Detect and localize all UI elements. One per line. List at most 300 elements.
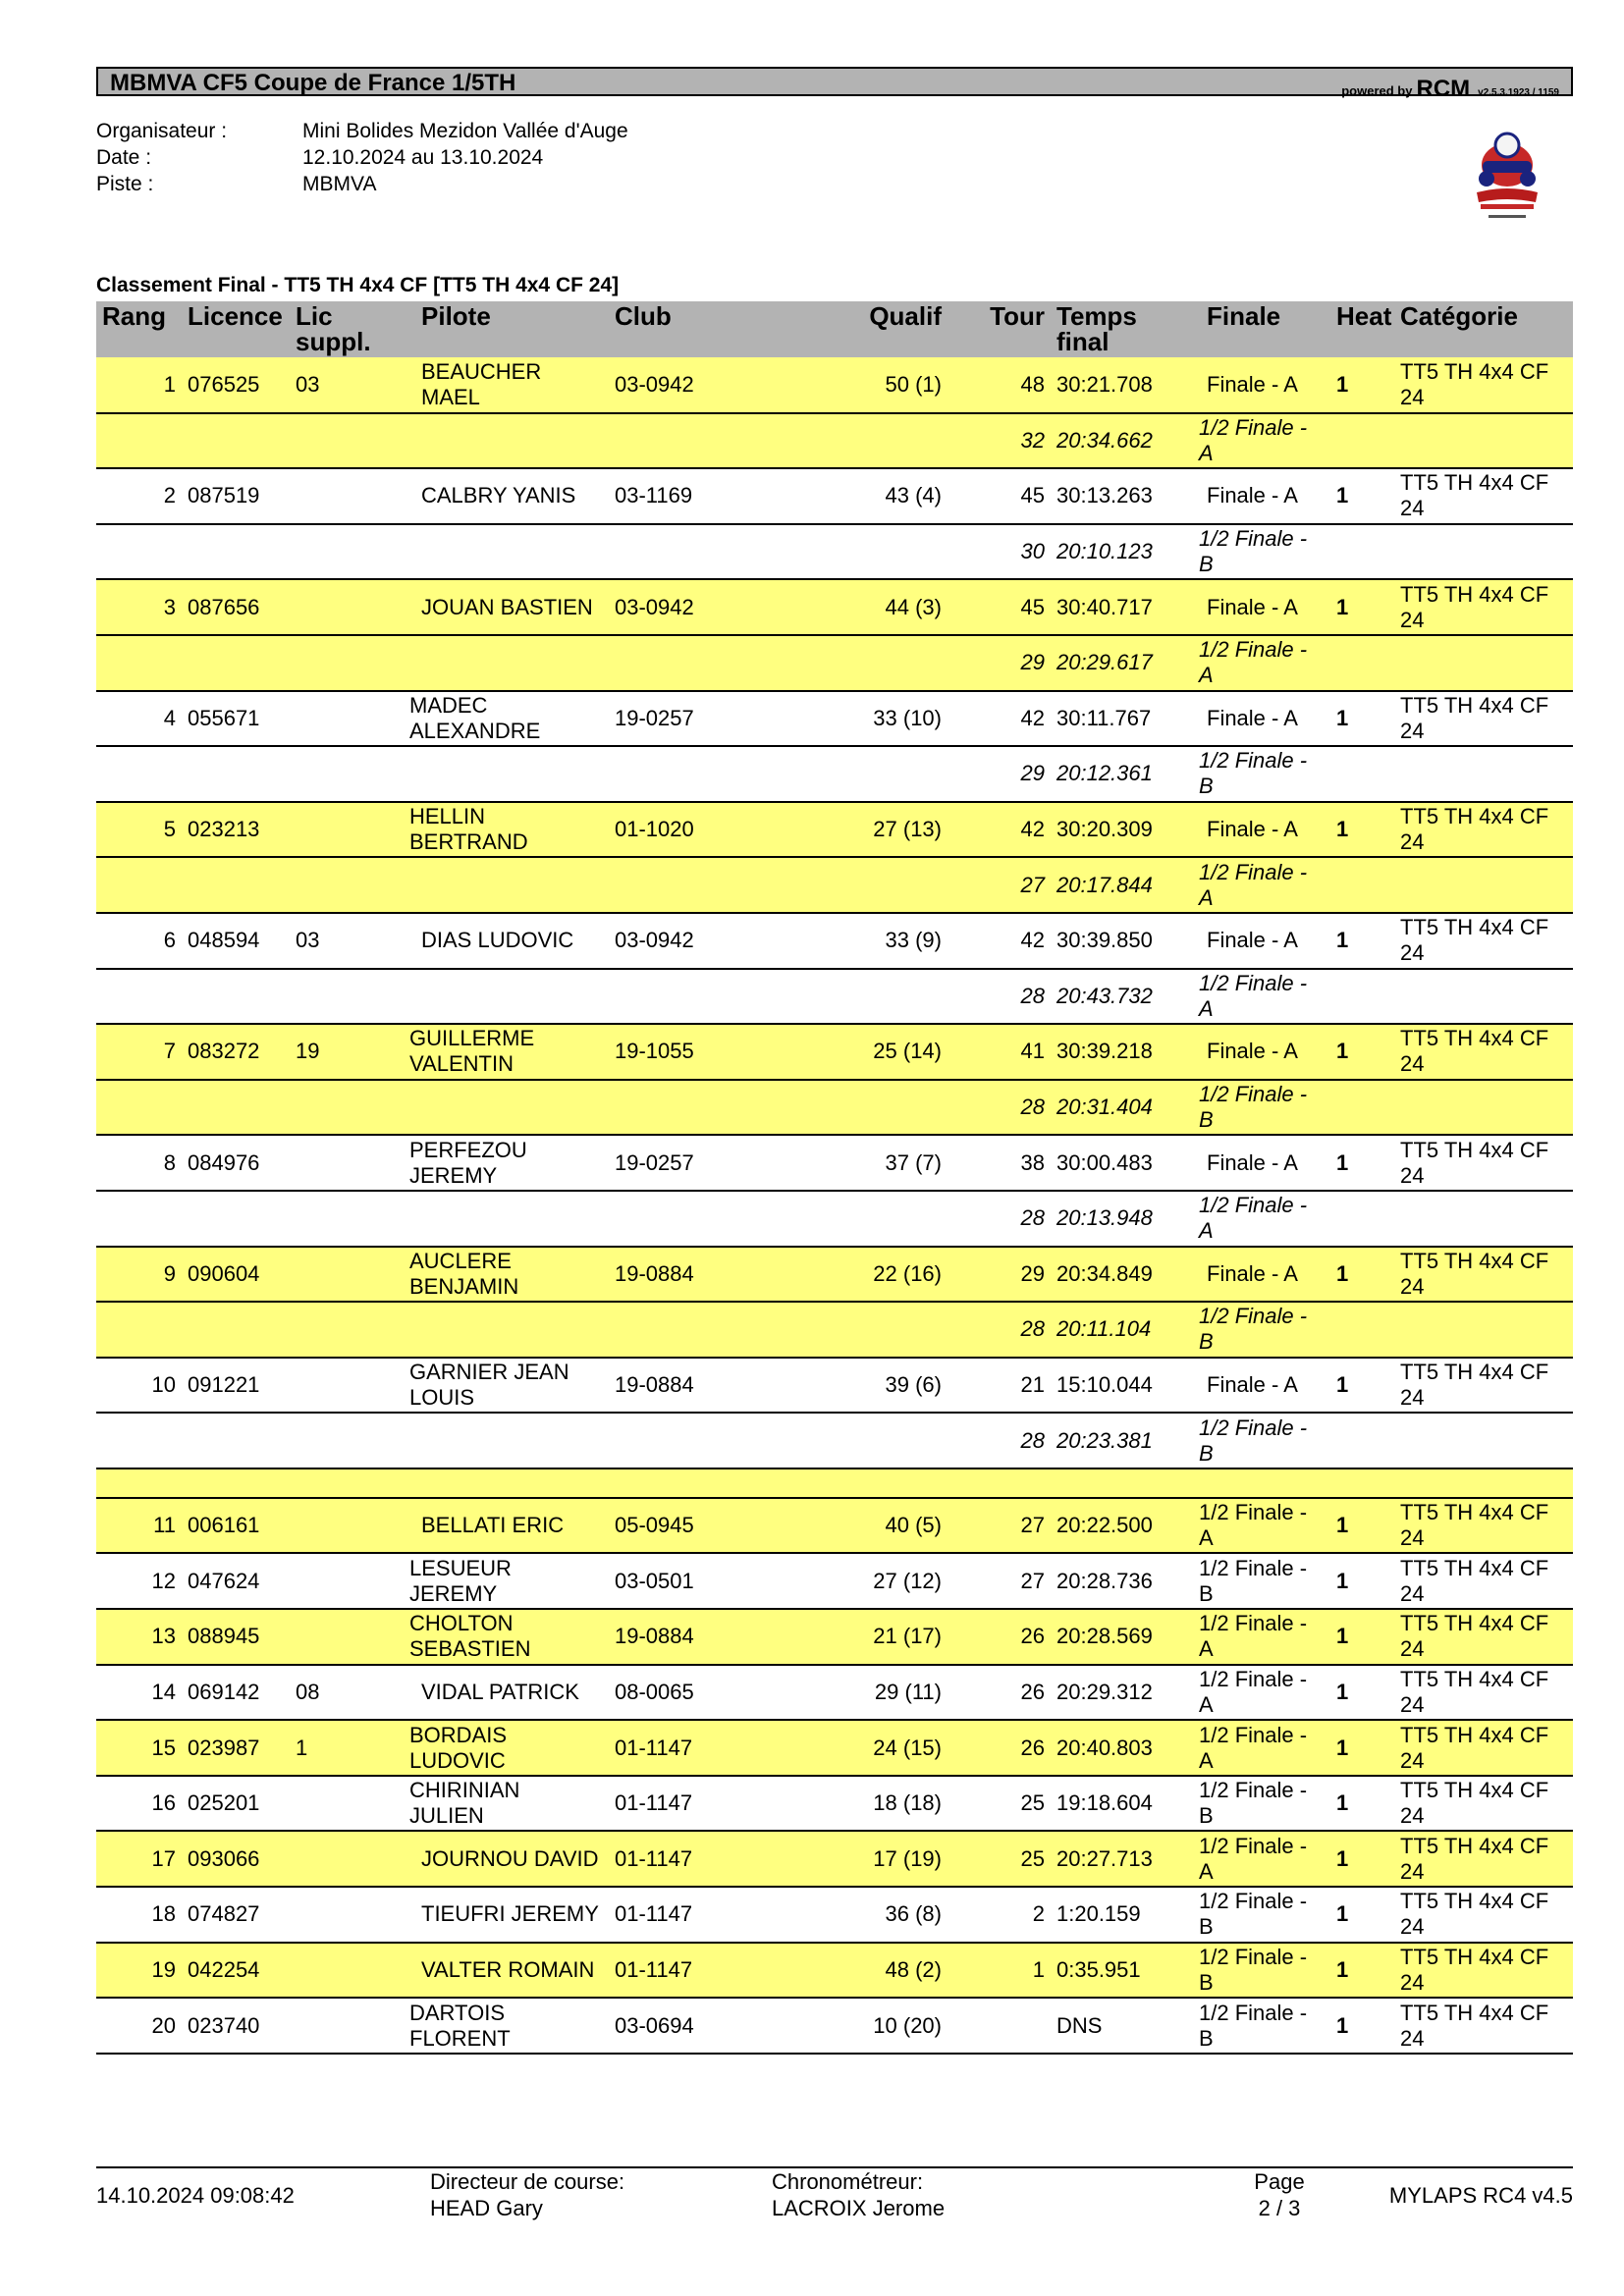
extra-licence-cell: 08: [290, 1665, 398, 1721]
pilot-cell: LESUEUR JEREMY: [398, 1553, 609, 1609]
empty-cell: [96, 635, 182, 691]
semi-time-cell: 20:17.844: [1051, 857, 1193, 913]
licence-cell: 090604: [182, 1247, 290, 1303]
empty-cell: [182, 969, 290, 1025]
print-timestamp: 14.10.2024 09:08:42: [96, 2183, 295, 2208]
empty-cell: [1394, 969, 1573, 1025]
time-cell: 20:40.803: [1051, 1720, 1193, 1776]
brand-name: RCM: [1416, 76, 1471, 102]
semi-final-cell: 1/2 Finale - A: [1193, 635, 1330, 691]
qualif-cell: 40 (5): [727, 1498, 947, 1554]
col-club: Club: [609, 301, 727, 357]
semi-laps-cell: 27: [947, 857, 1051, 913]
qualif-cell: 18 (18): [727, 1776, 947, 1832]
empty-cell: [727, 969, 947, 1025]
pilot-cell: MADEC ALEXANDRE: [398, 691, 609, 747]
licence-cell: 047624: [182, 1553, 290, 1609]
club-cell: 01-1147: [609, 1720, 727, 1776]
extra-licence-cell: [290, 1776, 398, 1832]
qualif-cell: 22 (16): [727, 1247, 947, 1303]
category-cell: TT5 TH 4x4 CF 24: [1394, 1135, 1573, 1191]
empty-cell: [1394, 1191, 1573, 1247]
footer: [96, 2166, 1573, 2225]
empty-cell: [1394, 1413, 1573, 1468]
final-cell: 1/2 Finale - B: [1193, 1998, 1330, 2054]
pilot-cell: DARTOIS FLORENT: [398, 1998, 609, 2054]
category-cell: TT5 TH 4x4 CF 24: [1394, 468, 1573, 524]
time-cell: 0:35.951: [1051, 1943, 1193, 1999]
semi-final-cell: 1/2 Finale - A: [1193, 969, 1330, 1025]
semi-time-cell: 20:12.361: [1051, 746, 1193, 802]
rank-cell: 4: [96, 691, 182, 747]
time-cell: 20:27.713: [1051, 1831, 1193, 1887]
semi-final-cell: 1/2 Finale - A: [1193, 857, 1330, 913]
event-info: [96, 118, 628, 197]
rank-cell: 1: [96, 357, 182, 413]
category-cell: TT5 TH 4x4 CF 24: [1394, 1247, 1573, 1303]
laps-cell: 26: [947, 1665, 1051, 1721]
final-cell: Finale - A: [1193, 802, 1330, 858]
col-categorie: Catégorie: [1394, 301, 1573, 357]
category-cell: TT5 TH 4x4 CF 24: [1394, 691, 1573, 747]
empty-cell: [727, 635, 947, 691]
empty-cell: [182, 635, 290, 691]
empty-cell: [96, 1080, 182, 1136]
club-cell: 19-0257: [609, 691, 727, 747]
track-label: Piste :: [96, 173, 154, 195]
empty-cell: [609, 746, 727, 802]
licence-cell: 087656: [182, 579, 290, 635]
qualif-cell: 43 (4): [727, 468, 947, 524]
licence-cell: 076525: [182, 357, 290, 413]
time-cell: 20:28.569: [1051, 1609, 1193, 1665]
category-cell: TT5 TH 4x4 CF 24: [1394, 1776, 1573, 1832]
heat-cell: 1: [1330, 1776, 1394, 1832]
extra-licence-cell: [290, 1943, 398, 1999]
extra-licence-cell: 1: [290, 1720, 398, 1776]
empty-cell: [398, 969, 609, 1025]
empty-cell: [182, 413, 290, 469]
semi-laps-cell: 28: [947, 1191, 1051, 1247]
final-cell: 1/2 Finale - B: [1193, 1553, 1330, 1609]
extra-licence-cell: [290, 1247, 398, 1303]
empty-cell: [1394, 635, 1573, 691]
sub-result-row: [96, 969, 1573, 1025]
semi-laps-cell: 28: [947, 1302, 1051, 1358]
extra-licence-cell: 19: [290, 1024, 398, 1080]
powered-by: powered by RCM v2.5.3.1923 / 1159: [1341, 76, 1559, 102]
rank-cell: 6: [96, 913, 182, 969]
extra-licence-cell: [290, 1887, 398, 1943]
sub-result-row: [96, 1302, 1573, 1358]
extra-licence-cell: [290, 468, 398, 524]
qualif-cell: 44 (3): [727, 579, 947, 635]
rank-cell: 20: [96, 1998, 182, 2054]
category-cell: TT5 TH 4x4 CF 24: [1394, 802, 1573, 858]
empty-cell: [96, 413, 182, 469]
empty-cell: [398, 524, 609, 580]
category-cell: TT5 TH 4x4 CF 24: [1394, 1498, 1573, 1554]
empty-cell: [1394, 746, 1573, 802]
version: v2.5.3.1923 / 1159: [1478, 87, 1559, 98]
extra-licence-cell: [290, 1358, 398, 1414]
qualif-cell: 29 (11): [727, 1665, 947, 1721]
rank-cell: 7: [96, 1024, 182, 1080]
empty-cell: [290, 746, 398, 802]
timekeeper: Chronométreur: LACROIX Jerome: [772, 2169, 946, 2220]
final-cell: 1/2 Finale - A: [1193, 1720, 1330, 1776]
empty-cell: [96, 1302, 182, 1358]
semi-final-cell: 1/2 Finale - A: [1193, 1191, 1330, 1247]
category-cell: TT5 TH 4x4 CF 24: [1394, 1609, 1573, 1665]
qualif-cell: 36 (8): [727, 1887, 947, 1943]
empty-cell: [609, 857, 727, 913]
laps-cell: 1: [947, 1943, 1051, 1999]
heat-cell: 1: [1330, 1720, 1394, 1776]
table-row: [96, 1665, 1573, 1721]
semi-time-cell: 20:43.732: [1051, 969, 1193, 1025]
table-row: [96, 1247, 1573, 1303]
qualif-cell: 37 (7): [727, 1135, 947, 1191]
empty-cell: [609, 1413, 727, 1468]
results-table: [96, 301, 1573, 2055]
col-rang: Rang: [96, 301, 182, 357]
empty-cell: [182, 1080, 290, 1136]
semi-time-cell: 20:23.381: [1051, 1413, 1193, 1468]
empty-cell: [398, 1191, 609, 1247]
empty-cell: [1330, 413, 1394, 469]
laps-cell: 25: [947, 1776, 1051, 1832]
empty-cell: [290, 857, 398, 913]
pilot-cell: BEAUCHER MAEL: [398, 357, 609, 413]
empty-cell: [96, 746, 182, 802]
semi-time-cell: 20:34.662: [1051, 413, 1193, 469]
table-row: [96, 1720, 1573, 1776]
laps-cell: 25: [947, 1831, 1051, 1887]
category-cell: TT5 TH 4x4 CF 24: [1394, 1831, 1573, 1887]
final-cell: 1/2 Finale - B: [1193, 1887, 1330, 1943]
category-cell: TT5 TH 4x4 CF 24: [1394, 1998, 1573, 2054]
page-number: Page 2 / 3: [1254, 2169, 1305, 2220]
pilot-cell: HELLIN BERTRAND: [398, 802, 609, 858]
qualif-cell: 21 (17): [727, 1609, 947, 1665]
empty-cell: [1330, 1080, 1394, 1136]
club-cell: 08-0065: [609, 1665, 727, 1721]
category-cell: TT5 TH 4x4 CF 24: [1394, 1720, 1573, 1776]
empty-cell: [609, 413, 727, 469]
rank-cell: 2: [96, 468, 182, 524]
heat-cell: 1: [1330, 1943, 1394, 1999]
organiser-label: Organisateur :: [96, 120, 228, 142]
heat-cell: 1: [1330, 1358, 1394, 1414]
pilot-cell: JOUAN BASTIEN: [398, 579, 609, 635]
empty-cell: [290, 1191, 398, 1247]
empty-cell: [290, 1302, 398, 1358]
sub-result-row: [96, 857, 1573, 913]
heat-cell: 1: [1330, 802, 1394, 858]
heat-cell: 1: [1330, 1665, 1394, 1721]
final-cell: Finale - A: [1193, 1024, 1330, 1080]
time-cell: 1:20.159: [1051, 1887, 1193, 1943]
extra-licence-cell: [290, 1998, 398, 2054]
semi-laps-cell: 28: [947, 969, 1051, 1025]
club-cell: 03-0694: [609, 1998, 727, 2054]
semi-final-cell: 1/2 Finale - B: [1193, 1080, 1330, 1136]
qualif-cell: 39 (6): [727, 1358, 947, 1414]
separator-cell: [96, 1468, 1573, 1498]
final-cell: 1/2 Finale - A: [1193, 1498, 1330, 1554]
semi-final-cell: 1/2 Finale - B: [1193, 746, 1330, 802]
final-cell: Finale - A: [1193, 468, 1330, 524]
empty-cell: [96, 524, 182, 580]
club-cell: 19-0884: [609, 1247, 727, 1303]
time-cell: 19:18.604: [1051, 1776, 1193, 1832]
semi-time-cell: 20:31.404: [1051, 1080, 1193, 1136]
time-cell: 30:11.767: [1051, 691, 1193, 747]
final-cell: 1/2 Finale - A: [1193, 1831, 1330, 1887]
empty-cell: [1330, 635, 1394, 691]
rank-cell: 3: [96, 579, 182, 635]
laps-cell: 42: [947, 691, 1051, 747]
semi-time-cell: 20:29.617: [1051, 635, 1193, 691]
empty-cell: [182, 857, 290, 913]
semi-laps-cell: 28: [947, 1413, 1051, 1468]
club-cell: 03-1169: [609, 468, 727, 524]
heat-cell: 1: [1330, 357, 1394, 413]
empty-cell: [182, 524, 290, 580]
final-cell: 1/2 Finale - A: [1193, 1665, 1330, 1721]
category-cell: TT5 TH 4x4 CF 24: [1394, 913, 1573, 969]
table-row: [96, 1024, 1573, 1080]
table-row: [96, 468, 1573, 524]
rank-cell: 17: [96, 1831, 182, 1887]
qualif-cell: 17 (19): [727, 1831, 947, 1887]
empty-cell: [96, 969, 182, 1025]
club-cell: 03-0942: [609, 579, 727, 635]
pilot-cell: BORDAIS LUDOVIC: [398, 1720, 609, 1776]
heat-cell: 1: [1330, 1609, 1394, 1665]
time-cell: 20:22.500: [1051, 1498, 1193, 1554]
final-cell: Finale - A: [1193, 1358, 1330, 1414]
extra-licence-cell: [290, 1498, 398, 1554]
heat-cell: 1: [1330, 913, 1394, 969]
empty-cell: [727, 413, 947, 469]
semi-final-cell: 1/2 Finale - B: [1193, 1413, 1330, 1468]
empty-cell: [398, 1080, 609, 1136]
laps-cell: 45: [947, 579, 1051, 635]
extra-licence-cell: [290, 1135, 398, 1191]
club-cell: 01-1147: [609, 1943, 727, 1999]
qualif-cell: 48 (2): [727, 1943, 947, 1999]
qualif-cell: 33 (9): [727, 913, 947, 969]
laps-cell: 27: [947, 1498, 1051, 1554]
category-cell: TT5 TH 4x4 CF 24: [1394, 1553, 1573, 1609]
empty-cell: [727, 857, 947, 913]
empty-cell: [727, 746, 947, 802]
empty-cell: [1394, 524, 1573, 580]
club-logo: [1463, 124, 1551, 228]
pilot-cell: TIEUFRI JEREMY: [398, 1887, 609, 1943]
qualif-cell: 27 (12): [727, 1553, 947, 1609]
laps-cell: 2: [947, 1887, 1051, 1943]
table-row: [96, 1553, 1573, 1609]
table-row: [96, 1358, 1573, 1414]
table-row: [96, 691, 1573, 747]
club-cell: 01-1147: [609, 1776, 727, 1832]
sub-result-row: [96, 635, 1573, 691]
semi-time-cell: 20:11.104: [1051, 1302, 1193, 1358]
rank-cell: 16: [96, 1776, 182, 1832]
rank-cell: 9: [96, 1247, 182, 1303]
date-label: Date :: [96, 146, 152, 169]
club-cell: 03-0501: [609, 1553, 727, 1609]
club-cell: 01-1020: [609, 802, 727, 858]
empty-cell: [1330, 524, 1394, 580]
time-cell: 30:39.218: [1051, 1024, 1193, 1080]
report-title: MBMVA CF5 Coupe de France 1/5TH: [110, 70, 516, 96]
time-cell: 30:13.263: [1051, 468, 1193, 524]
empty-cell: [1330, 746, 1394, 802]
final-cell: 1/2 Finale - A: [1193, 1609, 1330, 1665]
empty-cell: [609, 1302, 727, 1358]
category-cell: TT5 TH 4x4 CF 24: [1394, 357, 1573, 413]
heat-cell: 1: [1330, 1135, 1394, 1191]
table-row: [96, 1135, 1573, 1191]
rank-cell: 18: [96, 1887, 182, 1943]
empty-cell: [1394, 857, 1573, 913]
licence-cell: 074827: [182, 1887, 290, 1943]
report-title-bar: [96, 67, 1573, 102]
empty-cell: [1330, 1413, 1394, 1468]
results-body: [96, 357, 1573, 2054]
pilot-cell: GARNIER JEAN LOUIS: [398, 1358, 609, 1414]
extra-licence-cell: 03: [290, 357, 398, 413]
rank-cell: 5: [96, 802, 182, 858]
category-cell: TT5 TH 4x4 CF 24: [1394, 1024, 1573, 1080]
empty-cell: [1330, 969, 1394, 1025]
semi-final-cell: 1/2 Finale - A: [1193, 413, 1330, 469]
time-cell: 30:00.483: [1051, 1135, 1193, 1191]
table-row: [96, 913, 1573, 969]
time-cell: 30:20.309: [1051, 802, 1193, 858]
heat-cell: 1: [1330, 468, 1394, 524]
empty-cell: [398, 746, 609, 802]
laps-cell: 26: [947, 1609, 1051, 1665]
table-row: [96, 802, 1573, 858]
laps-cell: 27: [947, 1553, 1051, 1609]
table-row: [96, 579, 1573, 635]
rank-cell: 12: [96, 1553, 182, 1609]
club-cell: 01-1147: [609, 1831, 727, 1887]
empty-cell: [290, 635, 398, 691]
time-cell: 30:40.717: [1051, 579, 1193, 635]
table-row: [96, 1831, 1573, 1887]
empty-cell: [290, 1413, 398, 1468]
pilot-cell: PERFEZOU JEREMY: [398, 1135, 609, 1191]
laps-cell: 26: [947, 1720, 1051, 1776]
sub-result-row: [96, 746, 1573, 802]
empty-cell: [727, 1080, 947, 1136]
laps-cell: 21: [947, 1358, 1051, 1414]
empty-cell: [398, 413, 609, 469]
section-title: Classement Final - TT5 TH 4x4 CF [TT5 TH 4x4 CF 24]: [96, 274, 620, 296]
empty-cell: [182, 1413, 290, 1468]
final-cell: 1/2 Finale - B: [1193, 1776, 1330, 1832]
semi-laps-cell: 30: [947, 524, 1051, 580]
licence-cell: 006161: [182, 1498, 290, 1554]
laps-cell: 42: [947, 913, 1051, 969]
extra-licence-cell: 03: [290, 913, 398, 969]
sub-result-row: [96, 524, 1573, 580]
empty-cell: [727, 1191, 947, 1247]
group-separator: [96, 1468, 1573, 1498]
licence-cell: 025201: [182, 1776, 290, 1832]
time-cell: 30:21.708: [1051, 357, 1193, 413]
qualif-cell: 25 (14): [727, 1024, 947, 1080]
laps-cell: [947, 1998, 1051, 2054]
race-director: Directeur de course: HEAD Gary: [430, 2169, 625, 2220]
empty-cell: [1330, 857, 1394, 913]
category-cell: TT5 TH 4x4 CF 24: [1394, 1943, 1573, 1999]
category-cell: TT5 TH 4x4 CF 24: [1394, 1358, 1573, 1414]
empty-cell: [398, 857, 609, 913]
empty-cell: [290, 969, 398, 1025]
rank-cell: 13: [96, 1609, 182, 1665]
category-cell: TT5 TH 4x4 CF 24: [1394, 579, 1573, 635]
rank-cell: 10: [96, 1358, 182, 1414]
qualif-cell: 33 (10): [727, 691, 947, 747]
laps-cell: 38: [947, 1135, 1051, 1191]
empty-cell: [609, 1191, 727, 1247]
table-row: [96, 1943, 1573, 1999]
heat-cell: 1: [1330, 691, 1394, 747]
laps-cell: 48: [947, 357, 1051, 413]
licence-cell: 023740: [182, 1998, 290, 2054]
empty-cell: [609, 1080, 727, 1136]
sub-result-row: [96, 1413, 1573, 1468]
empty-cell: [398, 1413, 609, 1468]
empty-cell: [1394, 1302, 1573, 1358]
table-row: [96, 1498, 1573, 1554]
qualif-cell: 27 (13): [727, 802, 947, 858]
licence-cell: 091221: [182, 1358, 290, 1414]
time-cell: 20:34.849: [1051, 1247, 1193, 1303]
time-cell: 20:28.736: [1051, 1553, 1193, 1609]
empty-cell: [727, 1302, 947, 1358]
licence-cell: 093066: [182, 1831, 290, 1887]
extra-licence-cell: [290, 1831, 398, 1887]
heat-cell: 1: [1330, 1247, 1394, 1303]
empty-cell: [96, 1191, 182, 1247]
empty-cell: [398, 1302, 609, 1358]
time-cell: DNS: [1051, 1998, 1193, 2054]
category-cell: TT5 TH 4x4 CF 24: [1394, 1887, 1573, 1943]
col-lic: Lic suppl.: [290, 301, 398, 357]
empty-cell: [609, 969, 727, 1025]
extra-licence-cell: [290, 1609, 398, 1665]
heat-cell: 1: [1330, 579, 1394, 635]
semi-final-cell: 1/2 Finale - B: [1193, 524, 1330, 580]
club-cell: 19-0884: [609, 1609, 727, 1665]
extra-licence-cell: [290, 691, 398, 747]
empty-cell: [727, 1413, 947, 1468]
licence-cell: 023213: [182, 802, 290, 858]
table-row: [96, 1998, 1573, 2054]
empty-cell: [609, 524, 727, 580]
empty-cell: [96, 857, 182, 913]
licence-cell: 069142: [182, 1665, 290, 1721]
empty-cell: [1394, 413, 1573, 469]
